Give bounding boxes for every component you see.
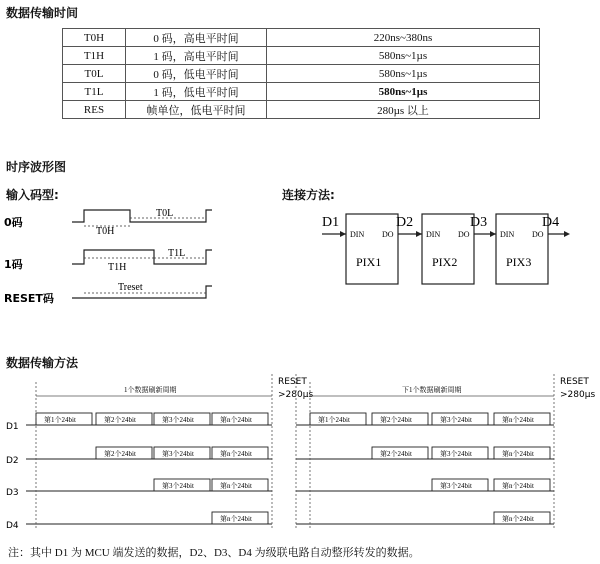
- treset-label: Treset: [118, 282, 143, 293]
- t1l-label: T1L: [168, 248, 186, 259]
- data-block-label: 第n个24bit: [502, 416, 534, 424]
- code0-label: 0码: [4, 216, 23, 229]
- data-block-label: 第2个24bit: [104, 450, 136, 458]
- data-block-label: 第3个24bit: [440, 416, 472, 424]
- table-cell-value: 280µs 以上: [267, 101, 540, 119]
- table-cell-desc: 1 码，高电平时间: [126, 47, 267, 65]
- reset-code-label: RESET码: [4, 292, 54, 305]
- data-block-label: 第n个24bit: [220, 450, 252, 458]
- table-row: [63, 83, 540, 101]
- pix1-din: DIN: [350, 230, 365, 239]
- table-cell-value: 580ns~1µs: [267, 83, 540, 101]
- reset-time-label: >280µs: [560, 390, 596, 400]
- line-label-d2: D2: [6, 456, 19, 466]
- table-row: [63, 47, 540, 65]
- table-cell-name: T1L: [63, 83, 126, 101]
- pix2-label: PIX2: [432, 255, 458, 269]
- data-block-label: 第3个24bit: [162, 450, 194, 458]
- data-block-label: 第3个24bit: [162, 416, 194, 424]
- data-block-label: 第1个24bit: [44, 416, 76, 424]
- data-block-label: 第n个24bit: [220, 482, 252, 490]
- data-block-label: 第1个24bit: [318, 416, 350, 424]
- input-code-label: 输入码型:: [6, 188, 59, 202]
- data-block-label: 第2个24bit: [104, 416, 136, 424]
- table-cell-desc: 0 码，高电平时间: [126, 29, 267, 47]
- t0l-label: T0L: [156, 208, 174, 219]
- pix1-label: PIX1: [356, 255, 382, 269]
- pix3-do: DO: [532, 230, 544, 239]
- t1h-label: T1H: [108, 262, 127, 273]
- pix2-box: [422, 214, 474, 284]
- data-block-label: 第2个24bit: [380, 450, 412, 458]
- table-cell-value: 580ns~1µs: [267, 47, 540, 65]
- d2-node: D2: [396, 215, 414, 230]
- pix1-do: DO: [382, 230, 394, 239]
- data-block-label: 第n个24bit: [502, 515, 534, 523]
- table-cell-name: T1H: [63, 47, 126, 65]
- pix2-do: DO: [458, 230, 470, 239]
- data-block-label: 第2个24bit: [380, 416, 412, 424]
- transfer-diagram: [0, 370, 600, 536]
- code1-waveform: [72, 250, 212, 264]
- t0h-label: T0H: [96, 226, 115, 237]
- connection-diagram: [300, 200, 600, 300]
- input-code-waveforms: [0, 200, 280, 310]
- connection-label: 连接方法:: [282, 188, 335, 202]
- pix3-box: [496, 214, 548, 284]
- data-block-label: 第3个24bit: [440, 450, 472, 458]
- section-title-data-transfer-method: 数据传输方法: [6, 356, 79, 370]
- table-cell-name: RES: [63, 101, 126, 119]
- cycle-label: 下1个数据刷新周期: [402, 386, 462, 394]
- table-cell-desc: 0 码，低电平时间: [126, 65, 267, 83]
- pix2-din: DIN: [426, 230, 441, 239]
- pix3-label: PIX3: [506, 255, 532, 269]
- table-row: [63, 65, 540, 83]
- table-row: [63, 29, 540, 47]
- table-row: [63, 101, 540, 119]
- reset-label: RESET: [560, 377, 589, 387]
- line-label-d1: D1: [6, 422, 19, 432]
- data-block-label: 第3个24bit: [440, 482, 472, 490]
- pix1-box: [346, 214, 398, 284]
- data-block-label: 第3个24bit: [162, 482, 194, 490]
- pix3-din: DIN: [500, 230, 515, 239]
- line-label-d3: D3: [6, 488, 19, 498]
- reset-label: RESET: [278, 377, 307, 387]
- code0-waveform: [72, 210, 212, 222]
- table-cell-desc: 帧单位，低电平时间: [126, 101, 267, 119]
- table-cell-name: T0H: [63, 29, 126, 47]
- data-block-label: 第n个24bit: [502, 482, 534, 490]
- line-label-d4: D4: [6, 521, 19, 531]
- table-cell-desc: 1 码，低电平时间: [126, 83, 267, 101]
- d1-node: D1: [322, 215, 340, 230]
- cycle-label: 1个数据刷新周期: [124, 386, 177, 394]
- d4-node: D4: [542, 215, 560, 230]
- data-block-label: 第n个24bit: [220, 416, 252, 424]
- d3-node: D3: [470, 215, 488, 230]
- code1-label: 1码: [4, 258, 23, 271]
- table-cell-value: 580ns~1µs: [267, 65, 540, 83]
- section-title-data-transfer-time: 数据传输时间: [6, 6, 79, 20]
- data-block-label: 第n个24bit: [220, 515, 252, 523]
- table-cell-name: T0L: [63, 65, 126, 83]
- section-title-timing-waveform: 时序波形图: [6, 160, 67, 174]
- table-cell-value: 220ns~380ns: [267, 29, 540, 47]
- reset-time-label: >280µs: [278, 390, 314, 400]
- timing-table: [62, 28, 540, 119]
- footnote: 注：其中 D1 为 MCU 端发送的数据，D2、D3、D4 为级联电路自动整形转发的数据。: [8, 547, 420, 559]
- data-block-label: 第n个24bit: [502, 450, 534, 458]
